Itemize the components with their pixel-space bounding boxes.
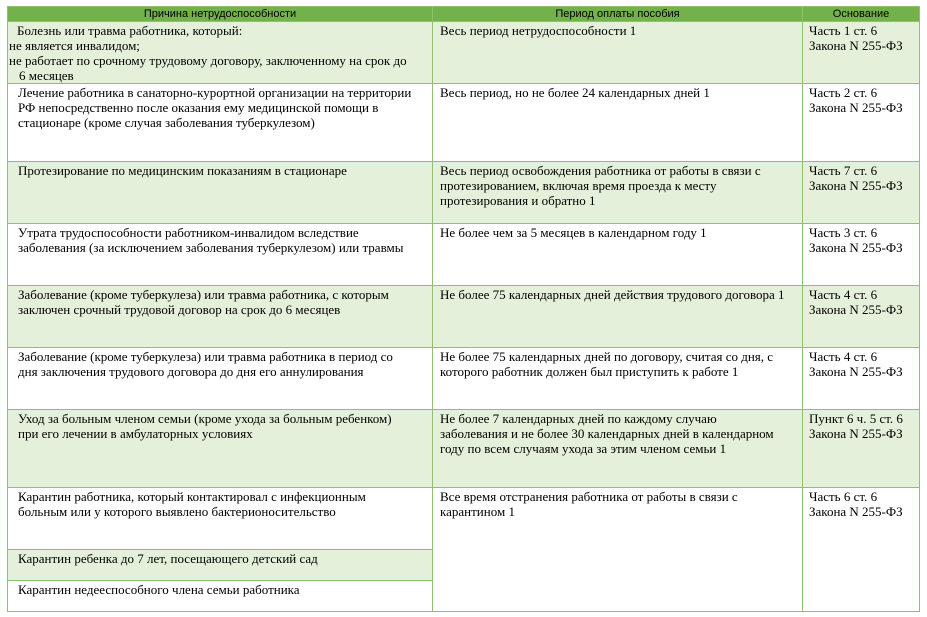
reason-line: РФ непосредственно после оказания ему медицинской помощи в xyxy=(18,100,379,115)
header-reason: Причина нетрудоспособности xyxy=(8,7,433,22)
basis-line: Закона N 255-ФЗ xyxy=(809,504,903,519)
basis-line: Часть 3 ст. 6 xyxy=(809,225,878,240)
basis-line: Закона N 255-ФЗ xyxy=(809,240,903,255)
reason-line: заключен срочный трудовой договор на срок до 6 месяцев xyxy=(18,302,341,317)
reason-cell xyxy=(8,84,433,162)
reason-line: Болезнь или травма работника, который: xyxy=(17,23,243,38)
table-row xyxy=(8,410,920,488)
period-line: году по всем случаям ухода за этим членом семьи 1 xyxy=(440,441,727,456)
reason-line: Заболевание (кроме туберкулеза) или травма работника, с которым xyxy=(18,287,389,302)
table-row xyxy=(8,286,920,348)
header-basis: Основание xyxy=(803,7,920,22)
basis-line: Закона N 255-ФЗ xyxy=(809,426,903,441)
table-row xyxy=(8,84,920,162)
basis-line: Часть 7 ст. 6 xyxy=(809,163,878,178)
reason-line: Карантин ребенка до 7 лет, посещающего детский сад xyxy=(18,551,318,566)
reason-line: стационаре (кроме случая заболевания туберкулезом) xyxy=(18,115,315,130)
basis-cell xyxy=(803,348,920,410)
reason-line: Утрата трудоспособности работником-инвалидом вследствие xyxy=(18,225,359,240)
period-cell xyxy=(433,162,803,224)
reason-cell xyxy=(8,224,433,286)
basis-line: Часть 4 ст. 6 xyxy=(809,287,878,302)
reason-cell xyxy=(8,348,433,410)
period-cell xyxy=(433,224,803,286)
reason-cell xyxy=(8,22,433,84)
reason-line: Карантин работника, который контактировал с инфекционным xyxy=(18,489,366,504)
reason-line: при его лечении в амбулаторных условиях xyxy=(18,426,253,441)
period-cell xyxy=(433,22,803,84)
reason-line: Уход за больным членом семьи (кроме ухода за больным ребенком) xyxy=(18,411,392,426)
period-line: Весь период, но не более 24 календарных дней 1 xyxy=(440,85,710,100)
reason-cell xyxy=(8,488,433,550)
period-cell xyxy=(433,410,803,488)
period-cell xyxy=(433,84,803,162)
period-line: Весь период нетрудоспособности 1 xyxy=(440,23,637,38)
basis-cell xyxy=(803,286,920,348)
period-line: Не более чем за 5 месяцев в календарном году 1 xyxy=(440,225,707,240)
reason-cell xyxy=(8,162,433,224)
basis-line: Часть 1 ст. 6 xyxy=(809,23,878,38)
basis-cell xyxy=(803,224,920,286)
table-row xyxy=(8,162,920,224)
reason-line: дня заключения трудового договора до дня его аннулирования xyxy=(18,364,364,379)
sick-leave-table xyxy=(7,6,920,612)
period-line: Не более 75 календарных дней по договору, считая со дня, с xyxy=(440,349,774,364)
basis-cell xyxy=(803,22,920,84)
reason-line: заболевания (за исключением заболевания туберкулезом) или травмы xyxy=(18,240,404,255)
basis-line: Часть 4 ст. 6 xyxy=(809,349,878,364)
basis-cell xyxy=(803,162,920,224)
basis-line: Часть 2 ст. 6 xyxy=(809,85,878,100)
period-cell xyxy=(433,348,803,410)
header-row xyxy=(8,7,920,22)
reason-line: Лечение работника в санаторно-курортной организации на территории xyxy=(18,85,412,100)
table-row xyxy=(8,22,920,84)
reason-line: Протезирование по медицинским показаниям в стационаре xyxy=(18,163,347,178)
basis-line: Закона N 255-ФЗ xyxy=(809,38,903,53)
basis-line: Закона N 255-ФЗ xyxy=(809,302,903,317)
reason-cell xyxy=(8,581,433,612)
reason-line: Заболевание (кроме туберкулеза) или травма работника в период со xyxy=(18,349,393,364)
reason-cell xyxy=(8,286,433,348)
basis-line: Закона N 255-ФЗ xyxy=(809,100,903,115)
period-cell xyxy=(433,286,803,348)
table-row xyxy=(8,224,920,286)
reason-line: больным или у которого выявлено бактерионосительство xyxy=(18,504,336,519)
table-row xyxy=(8,348,920,410)
reason-line: не работает по срочному трудовому договору, заключенному на срок до xyxy=(9,53,407,68)
basis-cell xyxy=(803,84,920,162)
period-line: протезирования и обратно 1 xyxy=(440,193,596,208)
period-line: которого работник должен был приступить к работе 1 xyxy=(440,364,739,379)
basis-line: Закона N 255-ФЗ xyxy=(809,178,903,193)
reason-cell xyxy=(8,410,433,488)
period-cell xyxy=(433,488,803,612)
period-line: Все время отстранения работника от работы в связи с xyxy=(440,489,738,504)
header-period: Период оплаты пособия xyxy=(433,7,803,22)
basis-line: Часть 6 ст. 6 xyxy=(809,489,878,504)
period-line: протезированием, включая время проезда к месту xyxy=(440,178,717,193)
period-line: заболевания и не более 30 календарных дней в календарном xyxy=(440,426,774,441)
basis-cell xyxy=(803,488,920,612)
period-line: карантином 1 xyxy=(440,504,515,519)
reason-line: Карантин недееспособного члена семьи работника xyxy=(18,582,300,597)
basis-cell xyxy=(803,410,920,488)
reason-line: не является инвалидом; xyxy=(9,38,140,53)
period-line: Весь период освобождения работника от работы в связи с xyxy=(440,163,761,178)
table-row xyxy=(8,488,920,550)
reason-cell xyxy=(8,550,433,581)
basis-line: Пункт 6 ч. 5 ст. 6 xyxy=(809,411,903,426)
reason-line: 6 месяцев xyxy=(19,68,74,83)
period-line: Не более 7 календарных дней по каждому случаю xyxy=(440,411,717,426)
basis-line: Закона N 255-ФЗ xyxy=(809,364,903,379)
period-line: Не более 75 календарных дней действия трудового договора 1 xyxy=(440,287,785,302)
